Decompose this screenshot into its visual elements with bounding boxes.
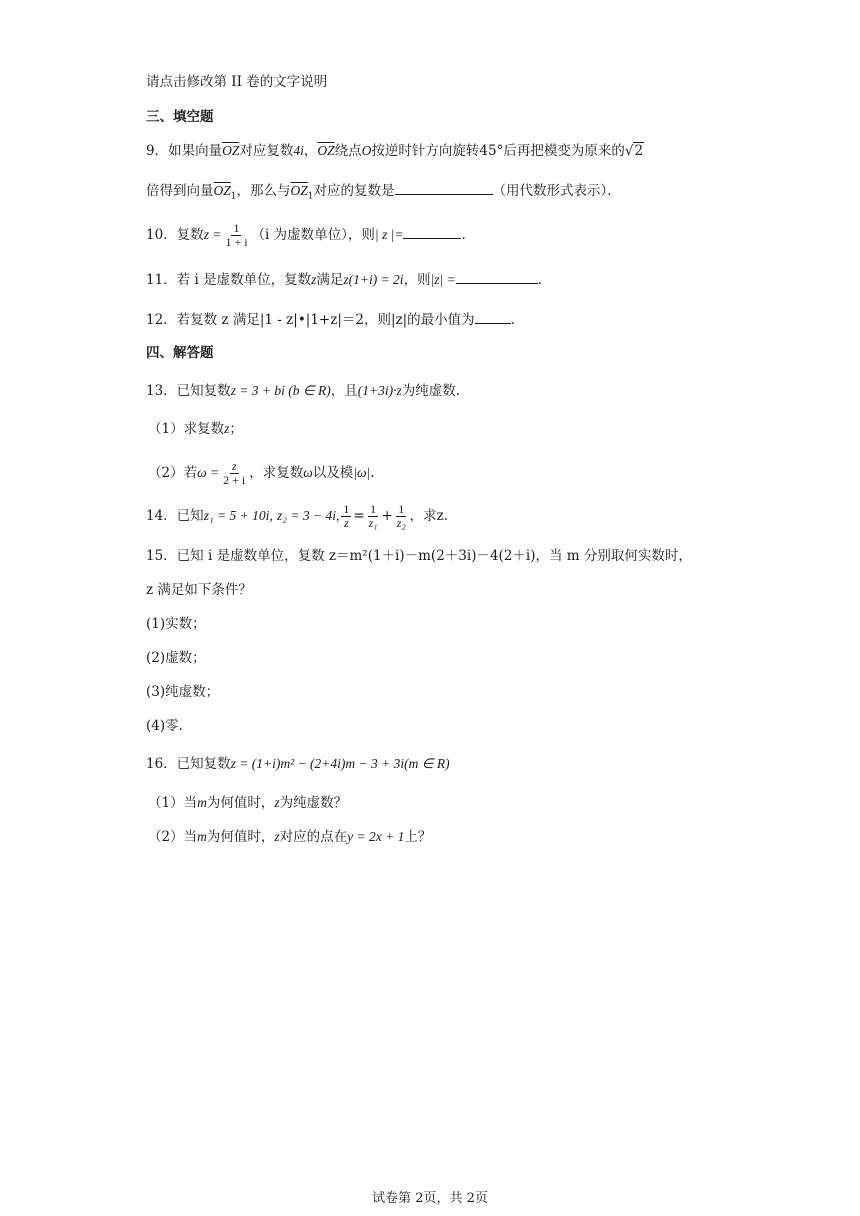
page-footer: 试卷第 2页，共 2页 [372, 1191, 488, 1206]
q16-math: z [274, 829, 280, 844]
answer-blank [395, 180, 493, 195]
question-15-option-4: (4)零. [146, 718, 183, 734]
answer-blank [403, 224, 461, 239]
q9-text: ，那么与 [236, 183, 291, 199]
fraction [341, 503, 351, 530]
q13-text: （2）若 [148, 465, 198, 481]
question-16-part-2 [148, 827, 431, 847]
question-15-option-1: (1)实数； [146, 616, 206, 632]
q16-text: （2）当 [148, 829, 198, 845]
question-16-part-1 [148, 793, 347, 813]
q11-text: ，则 [403, 272, 431, 288]
q14-text: 14．已知 [146, 508, 204, 524]
q10-text: . [461, 227, 466, 243]
q13-text: 为纯虚数. [401, 383, 461, 399]
vector-oz1: $\overline{OZ}$ [213, 183, 231, 198]
q13-math: ω [303, 465, 313, 480]
fraction-denominator: 2 + i [223, 473, 246, 487]
question-9-line-1 [146, 141, 644, 161]
q14-math: = [353, 508, 365, 524]
q16-math: y = 2x + 1 [347, 829, 405, 844]
q16-text: 为何值时， [206, 829, 275, 845]
question-14 [146, 503, 448, 530]
q9-angle: 45° [479, 143, 504, 159]
fraction-denominator: 1 + i [225, 235, 248, 249]
q10-text: 10．复数 [146, 227, 204, 243]
question-13-part-1 [148, 419, 243, 439]
q11-math: z [311, 272, 317, 287]
question-15-line-2: z 满足如下条件？ [146, 582, 252, 598]
q12-text: . [510, 312, 515, 328]
fraction [395, 503, 408, 530]
q16-text: 对应的点在 [279, 829, 348, 845]
q9-text: 9．如果向量 [146, 143, 223, 159]
q11-text: . [537, 272, 543, 288]
q11-math: |z| = [430, 272, 456, 287]
header-note: 请点击修改第 II 卷的文字说明 [146, 74, 328, 90]
question-9-line-2 [146, 180, 621, 207]
question-15-option-3: (3)纯虚数； [146, 684, 220, 700]
q9-text: 倍得到向量 [146, 183, 214, 199]
q13-text: . [370, 465, 375, 481]
fraction-numerator: 1 [370, 502, 377, 516]
q9-text: （用代数形式表示）． [492, 183, 621, 199]
subscript: 1 [307, 191, 314, 202]
q16-text: 16．已知复数 [146, 756, 231, 772]
q16-text: （1）当 [148, 795, 198, 811]
q9-text: 对应的复数是 [313, 183, 395, 199]
q9-text: 后再把模变为原来的 [503, 143, 625, 159]
question-16 [146, 754, 450, 774]
q13-text: 13．已知复数 [146, 383, 231, 399]
q14-math: z₂ = 3 − 4i, [277, 508, 340, 523]
q11-text: 11．若 i 是虚数单位，复数 [146, 272, 312, 288]
q13-math: z = 3 + bi (b ∈ R) [230, 383, 331, 398]
vector-oz: $\overline{OZ}$ [222, 143, 240, 158]
q9-text: 对应复数 [239, 143, 294, 159]
fraction [223, 222, 249, 249]
question-10 [146, 222, 466, 249]
point-o: O [361, 143, 372, 158]
q13-math: ω = [197, 465, 220, 480]
fraction-denominator: z₁ [368, 516, 378, 530]
q10-math: | z |= [374, 227, 404, 242]
question-15-line-1: 15．已知 i 是虚数单位，复数 z＝m²(1＋i)－m(2＋3i)－4(2＋i)，当 m 分别取何实数时， [146, 548, 692, 564]
section-solution-heading: 四、解答题 [146, 345, 214, 361]
q11-text: 满足 [316, 272, 344, 288]
fraction [221, 460, 247, 487]
q14-text: ，求z. [409, 508, 449, 524]
fraction-numerator: z [231, 459, 237, 473]
q14-math: + [381, 508, 393, 524]
q9-text: 按逆时针方向旋转 [371, 143, 480, 159]
sqrt-symbol: √2 [624, 143, 644, 159]
q16-math: z [274, 795, 280, 810]
q9-text: 绕点 [334, 143, 362, 159]
q12-text: 12．若复数 z 满足|1 - z|•|1+z|＝2，则|z|的最小值为 [146, 312, 475, 328]
fraction-denominator: z₂ [396, 516, 406, 530]
q9-text: ， [303, 143, 318, 159]
q10-text: （i 为虚数单位），则 [251, 227, 375, 243]
q13-text: （1）求复数 [148, 421, 225, 437]
fraction-numerator: 1 [343, 502, 350, 516]
answer-blank [456, 269, 538, 284]
vector-oz1: $\overline{OZ}$ [290, 183, 308, 198]
fraction-numerator: 1 [233, 221, 240, 235]
q16-math: z = (1+i)m² − (2+4i)m − 3 + 3i(m ∈ R) [230, 756, 450, 771]
q13-math: (1+3i)·z [357, 383, 402, 398]
section-fill-in-heading: 三、填空题 [146, 109, 214, 125]
q13-text: ，求复数 [249, 465, 304, 481]
q13-text: 以及模 [312, 465, 354, 481]
q13-text: ； [229, 421, 243, 437]
q10-math: z = [203, 227, 222, 242]
q13-math: |ω| [353, 465, 371, 480]
answer-blank [475, 309, 511, 324]
sqrt-radicand: 2 [634, 143, 644, 159]
question-15-option-2: (2)虚数； [146, 650, 206, 666]
q13-math: z [224, 421, 230, 436]
q14-math: z₁ = 5 + 10i, [203, 508, 273, 523]
q13-text: ，且 [330, 383, 358, 399]
fraction [367, 503, 380, 530]
q16-text: 上？ [404, 829, 432, 845]
subscript: 1 [230, 191, 237, 202]
fraction-denominator: z [343, 516, 349, 530]
q16-math: m [197, 795, 207, 810]
question-13-part-2 [148, 460, 375, 487]
q11-math: z(1+i) = 2i [343, 272, 404, 287]
q9-value: 4i [293, 143, 304, 158]
vector-oz: $\overline{OZ}$ [317, 143, 335, 158]
q16-text: 为何值时， [206, 795, 275, 811]
q16-math: m [197, 829, 207, 844]
q16-text: 为纯虚数？ [279, 795, 348, 811]
question-11 [146, 269, 542, 290]
question-13 [146, 381, 460, 401]
question-12 [146, 309, 515, 330]
fraction-numerator: 1 [398, 502, 405, 516]
